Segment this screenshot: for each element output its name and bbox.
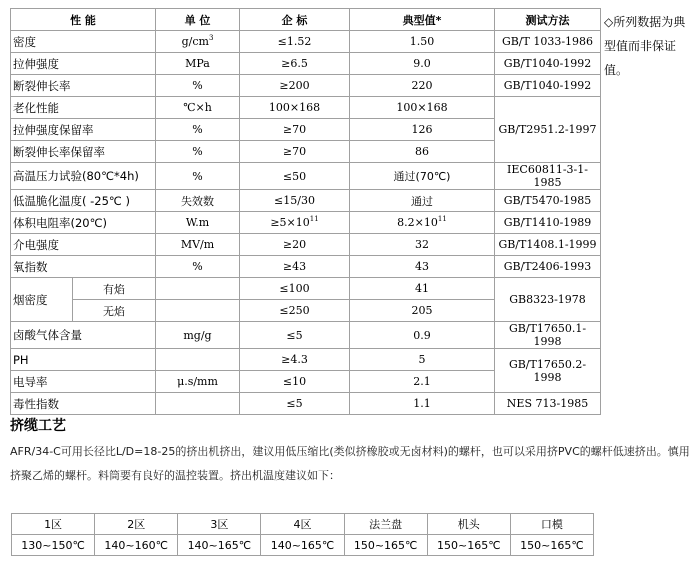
unit-cell — [156, 278, 240, 300]
standard-cell: ≥70 — [240, 141, 350, 163]
typical-cell: 通过(70℃) — [350, 163, 495, 190]
table-row — [11, 234, 601, 256]
zone-label: 法兰盘 — [344, 514, 427, 535]
unit-cell: % — [156, 141, 240, 163]
unit-cell: % — [156, 119, 240, 141]
zone-temperature: 140~165℃ — [261, 535, 344, 556]
property-name: 电导率 — [11, 371, 156, 393]
standard-cell: ≥4.3 — [240, 349, 350, 371]
zone-temperature: 150~165℃ — [344, 535, 427, 556]
header-property: 性 能 — [11, 9, 156, 31]
zone-temperature: 130~150℃ — [12, 535, 95, 556]
zone-label: 机头 — [427, 514, 510, 535]
unit-cell: % — [156, 256, 240, 278]
table-header-row — [11, 9, 601, 31]
table-row — [11, 278, 601, 300]
typical-value-note: ◇所列数据为典型值而非保证值。 — [604, 15, 686, 77]
table-row — [11, 163, 601, 190]
standard-cell: ≤100 — [240, 278, 350, 300]
table-row — [11, 75, 601, 97]
method-cell: GB/T2406-1993 — [495, 256, 601, 278]
typical-cell: 205 — [350, 300, 495, 322]
typical-cell: 1.1 — [350, 393, 495, 415]
standard-cell: ≤1.52 — [240, 31, 350, 53]
unit-cell: MPa — [156, 53, 240, 75]
zone-label: 3区 — [178, 514, 261, 535]
typical-cell: 220 — [350, 75, 495, 97]
property-name: 断裂伸长率保留率 — [11, 141, 156, 163]
table-row — [11, 349, 601, 371]
typical-cell: 2.1 — [350, 371, 495, 393]
method-cell: GB/T1410-1989 — [495, 212, 601, 234]
typical-cell: 86 — [350, 141, 495, 163]
typical-cell: 1.50 — [350, 31, 495, 53]
standard-cell: ≥6.5 — [240, 53, 350, 75]
method-cell: NES 713-1985 — [495, 393, 601, 415]
property-name: 氧指数 — [11, 256, 156, 278]
property-name: 老化性能 — [11, 97, 156, 119]
unit-cell: $g/cm^3$ — [156, 31, 240, 53]
unit-cell: W.m — [156, 212, 240, 234]
temperature-value-row — [12, 535, 594, 556]
standard-cell: ≤5 — [240, 322, 350, 349]
sub-condition-flame: 有焰 — [73, 278, 156, 300]
header-typical: 典型值* — [350, 9, 495, 31]
table-row — [11, 97, 601, 119]
zone-label: 2区 — [95, 514, 178, 535]
typical-cell: $8.2\times 10^{11}$ — [350, 212, 495, 234]
zone-label: 口模 — [510, 514, 593, 535]
method-cell: GB/T2951.2-1997 — [495, 97, 601, 163]
standard-cell: ≤5 — [240, 393, 350, 415]
temperature-table — [11, 513, 594, 556]
unit-cell: ℃×h — [156, 97, 240, 119]
typical-cell: 32 — [350, 234, 495, 256]
property-name: 毒性指数 — [11, 393, 156, 415]
property-name: 卤酸气体含量 — [11, 322, 156, 349]
property-name: 介电强度 — [11, 234, 156, 256]
zone-temperature: 150~165℃ — [427, 535, 510, 556]
method-cell: GB/T1408.1-1999 — [495, 234, 601, 256]
typical-cell: 41 — [350, 278, 495, 300]
method-cell: GB/T17650.2-1998 — [495, 349, 601, 393]
unit-cell: % — [156, 75, 240, 97]
standard-cell: ≥43 — [240, 256, 350, 278]
zone-temperature: 140~165℃ — [178, 535, 261, 556]
table-row — [11, 53, 601, 75]
standard-cell: ≤15/30 — [240, 190, 350, 212]
unit-cell: μ.s/mm — [156, 371, 240, 393]
sub-condition-noflame: 无焰 — [73, 300, 156, 322]
zone-label: 1区 — [12, 514, 95, 535]
table-row — [11, 212, 601, 234]
typical-cell: 100×168 — [350, 97, 495, 119]
header-standard: 企 标 — [240, 9, 350, 31]
method-cell: GB/T1040-1992 — [495, 53, 601, 75]
standard-cell: ≤250 — [240, 300, 350, 322]
typical-cell: 43 — [350, 256, 495, 278]
unit-cell — [156, 300, 240, 322]
property-name: PH — [11, 349, 156, 371]
standard-cell: ≥20 — [240, 234, 350, 256]
property-name: 拉伸强度 — [11, 53, 156, 75]
property-name: 拉伸强度保留率 — [11, 119, 156, 141]
unit-cell: MV/m — [156, 234, 240, 256]
typical-cell: 126 — [350, 119, 495, 141]
property-name: 烟密度 — [11, 278, 73, 322]
standard-cell: ≥200 — [240, 75, 350, 97]
method-cell: GB8323-1978 — [495, 278, 601, 322]
zone-temperature: 150~165℃ — [510, 535, 593, 556]
zone-label: 4区 — [261, 514, 344, 535]
properties-table — [10, 8, 601, 415]
typical-cell: 0.9 — [350, 322, 495, 349]
property-name: 体积电阻率(20℃) — [11, 212, 156, 234]
unit-cell — [156, 393, 240, 415]
unit-cell: 失效数 — [156, 190, 240, 212]
method-cell: GB/T17650.1-1998 — [495, 322, 601, 349]
method-cell: IEC60811-3-1-1985 — [495, 163, 601, 190]
process-paragraph: AFR/34-C可用长径比L/D=18-25的挤出机挤出，建议用低压缩比(类似挤橡胶或无卤材料)的螺杆，也可以采用挤PVC的螺杆低速挤出。慎用挤聚乙烯的螺杆。料筒要有良好的温控装置。挤出机温度建议如下： — [10, 445, 690, 482]
standard-cell: ≤50 — [240, 163, 350, 190]
header-unit: 单 位 — [156, 9, 240, 31]
standard-cell: ≤10 — [240, 371, 350, 393]
table-row — [11, 190, 601, 212]
table-row — [11, 322, 601, 349]
standard-cell: 100×168 — [240, 97, 350, 119]
typical-cell: 5 — [350, 349, 495, 371]
unit-cell — [156, 349, 240, 371]
table-row — [11, 31, 601, 53]
table-row — [11, 393, 601, 415]
method-cell: GB/T 1033-1986 — [495, 31, 601, 53]
section-heading: 挤缆工艺 — [10, 418, 66, 434]
typical-cell: 9.0 — [350, 53, 495, 75]
property-name: 密度 — [11, 31, 156, 53]
property-name: 低温脆化温度( -25℃ ) — [11, 190, 156, 212]
table-row — [11, 256, 601, 278]
standard-cell: $\ge 5\times 10^{11}$ — [240, 212, 350, 234]
standard-cell: ≥70 — [240, 119, 350, 141]
typical-cell: 通过 — [350, 190, 495, 212]
header-method: 测试方法 — [495, 9, 601, 31]
unit-cell: % — [156, 163, 240, 190]
zone-temperature: 140~160℃ — [95, 535, 178, 556]
property-name: 断裂伸长率 — [11, 75, 156, 97]
unit-cell: mg/g — [156, 322, 240, 349]
method-cell: GB/T1040-1992 — [495, 75, 601, 97]
temperature-zone-row — [12, 514, 594, 535]
method-cell: GB/T5470-1985 — [495, 190, 601, 212]
property-name: 高温压力试验(80℃*4h) — [11, 163, 156, 190]
